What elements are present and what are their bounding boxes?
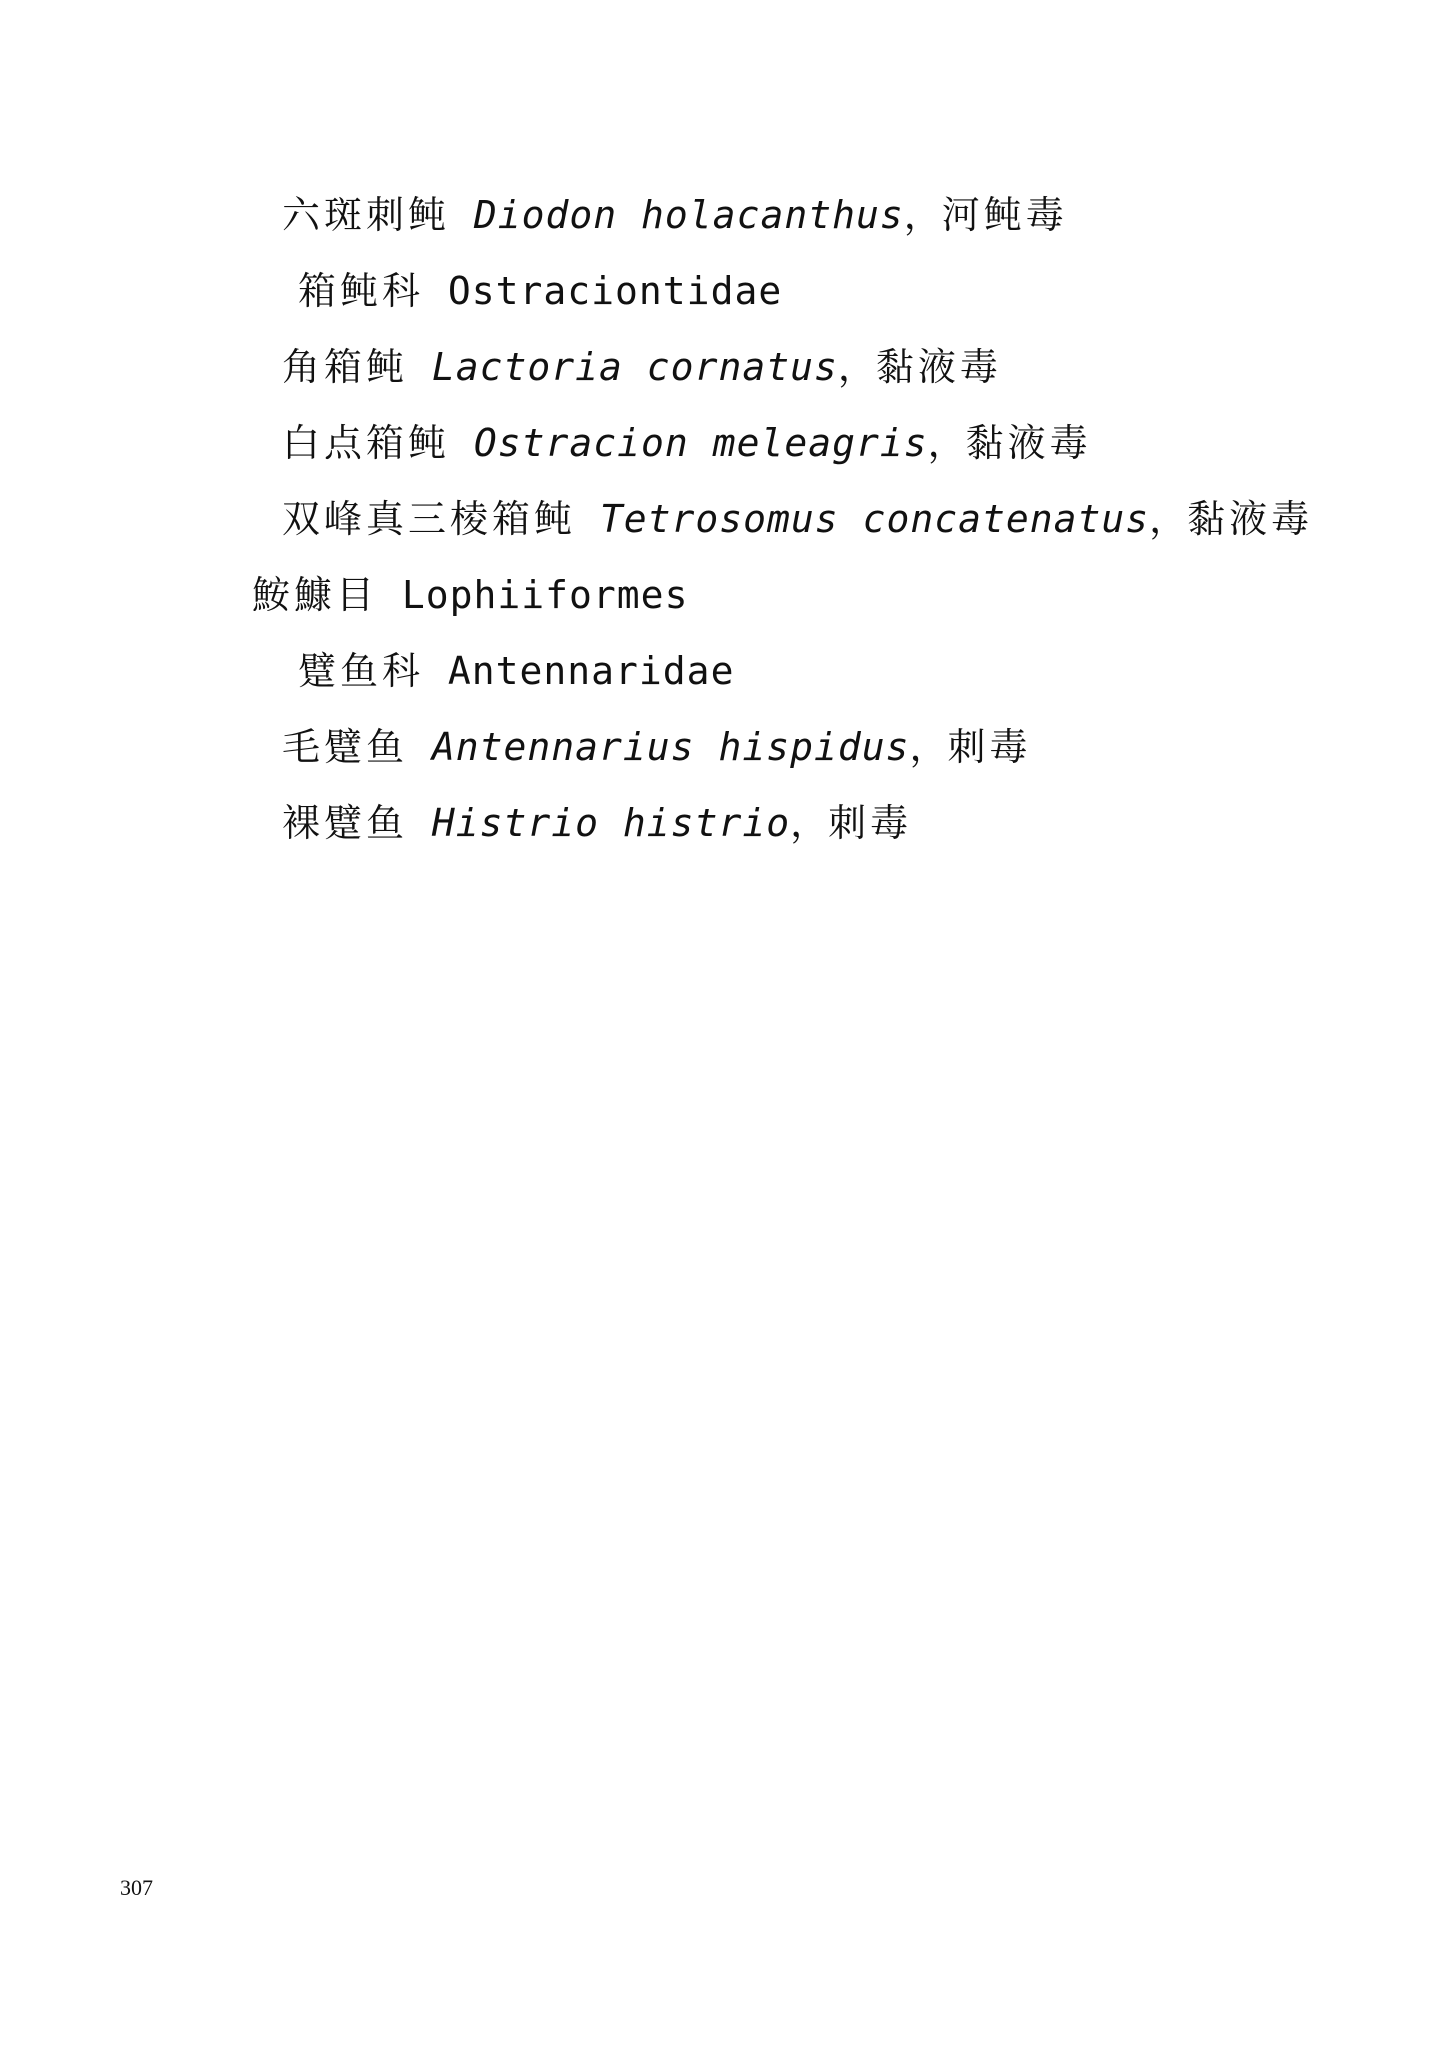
scientific-name: Lactoria cornatus [431,345,838,389]
order-heading [252,571,688,619]
chinese-name: 鮟鱇目 [252,573,379,617]
scientific-name: Ostracion meleagris [473,421,928,465]
separator: ， [927,421,966,465]
scientific-name: Histrio histrio [431,801,791,845]
toxin-type: 黏液毒 [875,345,1002,389]
scientific-name: Tetrosomus concatenatus [599,497,1150,541]
page-number: 307 [120,1875,153,1900]
separator: ， [790,801,829,845]
chinese-name: 角箱鲀 [282,345,409,389]
toxin-type: 刺毒 [947,725,1032,769]
separator: ， [903,193,942,237]
separator: ， [909,725,948,769]
scientific-name: Antennarius hispidus [431,725,910,769]
family-heading [298,267,782,315]
toxin-type: 刺毒 [828,801,913,845]
toxin-type: 河鲀毒 [941,193,1068,237]
species-entry [282,495,1313,543]
latin-name: Lophiiformes [401,573,689,617]
latin-name: Antennaridae [447,649,735,693]
chinese-name: 双峰真三棱箱鲀 [282,497,577,541]
chinese-name: 毛躄鱼 [282,725,409,769]
separator: ， [837,345,876,389]
species-entry [282,799,912,847]
separator: ， [1149,497,1188,541]
latin-name: Ostraciontidae [447,269,783,313]
toxin-type: 黏液毒 [1187,497,1314,541]
scientific-name: Diodon holacanthus [473,193,904,237]
species-entry [282,419,1092,467]
chinese-name: 白点箱鲀 [282,421,451,465]
species-entry [282,191,1068,239]
toxin-type: 黏液毒 [965,421,1092,465]
chinese-name: 裸躄鱼 [282,801,409,845]
chinese-name: 箱鲀科 [298,269,425,313]
chinese-name: 六斑刺鲀 [282,193,451,237]
family-heading [298,647,734,695]
species-entry [282,343,1002,391]
species-entry [282,723,1032,771]
chinese-name: 躄鱼科 [298,649,425,693]
